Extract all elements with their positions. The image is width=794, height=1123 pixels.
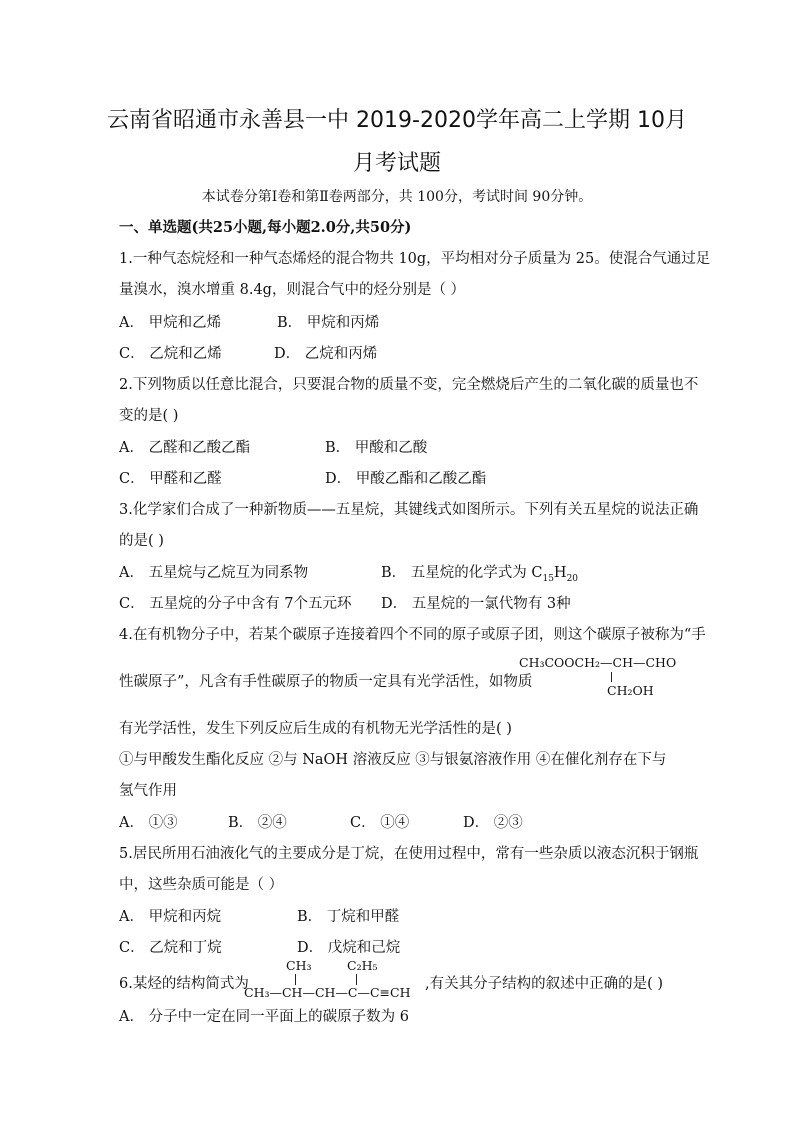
section-heading: 一、单选题(共25小题,每小题2.0分,共50分) — [119, 219, 412, 236]
question-2-option-d: D． 甲酸乙酯和乙酸乙酯 — [325, 471, 487, 487]
question-2-option-c: C． 甲醛和乙醛 — [119, 471, 222, 487]
question-5-line-2: 中，这些杂质可能是（ ） — [119, 877, 284, 893]
question-4-line-4: ①与甲酸发生酯化反应 ②与 NaOH 溶液反应 ③与银氨溶液作用 ④在催化剂存在下与 — [119, 752, 667, 768]
question-6-option-a: A． 分子中一定在同一平面上的碳原子数为 6 — [119, 1009, 409, 1025]
question-5-line-1: 5.居民所用石油液化气的主要成分是丁烷，在使用过程中，常有一些杂质以液态沉积于钢瓶 — [119, 846, 699, 862]
exam-title-line-1: 云南省昭通市永善县一中 2019-2020学年高二上学期 10月 — [107, 108, 687, 133]
question-1-option-c: C． 乙烷和乙烯 — [119, 346, 222, 362]
question-5-option-b: B． 丁烷和甲醛 — [297, 909, 400, 925]
question-3-option-b-text: B． 五星烷的化学式为 C — [381, 565, 543, 581]
question-5-option-a: A． 甲烷和丙烷 — [119, 909, 222, 925]
hydrocarbon-structure — [244, 958, 426, 1003]
formula-subscript-h: 20 — [566, 573, 579, 584]
structure-ethyl-branch: C₂H₅ — [347, 958, 378, 973]
question-4-option-b: B． ②④ — [228, 815, 287, 831]
question-3-option-d: D． 五星烷的一氯代物有 3种 — [381, 596, 571, 612]
question-2-line-2: 变的是( ) — [119, 408, 179, 424]
question-2-option-a: A． 乙醛和乙酸乙酯 — [119, 440, 251, 456]
question-5-option-c: C． 乙烷和丁烷 — [119, 940, 222, 956]
question-4-line-2: 性碳原子”，凡含有手性碳原子的物质一定具有光学活性，如物质 — [119, 674, 533, 690]
question-4-option-c: C． ①④ — [350, 815, 410, 831]
structure-main-chain: CH₃COOCH₂—CH—CHO — [519, 655, 677, 670]
question-1-line-2: 量溴水，溴水增重 8.4g，则混合气中的烃分别是（ ） — [119, 282, 466, 298]
exam-instructions: 本试卷分第Ⅰ卷和第Ⅱ卷两部分，共 100分，考试时间 90分钟。 — [201, 189, 593, 205]
question-5-option-d: D． 戊烷和己烷 — [297, 940, 401, 956]
question-2-line-1: 2.下列物质以任意比混合，只要混合物的质量不变，完全燃烧后产生的二氧化碳的质量也不 — [119, 377, 699, 393]
question-1-option-b: B． 甲烷和丙烯 — [277, 315, 380, 331]
question-1-line-1: 1.一种气态烷烃和一种气态烯烃的混合物共 10g，平均相对分子质量为 25。使混合气通过足 — [119, 251, 711, 267]
question-1-option-a: A． 甲烷和乙烯 — [119, 315, 222, 331]
formula-subscript-c: 15 — [542, 573, 554, 584]
question-3-option-c: C． 五星烷的分子中含有 7个五元环 — [119, 596, 352, 612]
question-3-option-b — [381, 561, 578, 584]
question-4-line-5: 氢气作用 — [119, 783, 177, 799]
question-4-line-3: 有光学活性，发生下列反应后生成的有机物无光学活性的是( ) — [119, 721, 512, 737]
question-3-line-1: 3.化学家们合成了一种新物质——五星烷，其键线式如图所示。下列有关五星烷的说法正确 — [119, 502, 699, 518]
question-4-line-1: 4.在有机物分子中，若某个碳原子连接着四个不同的原子或原子团，则这个碳原子被称为“手 — [119, 627, 706, 643]
structure-methyl-branch: CH₃ — [286, 958, 312, 973]
structure-main-chain: CH₃—CH—CH—C—C≡CH — [244, 985, 411, 1000]
question-2-option-b: B． 甲酸和乙酸 — [325, 440, 428, 456]
structure-bond-2 — [356, 974, 357, 985]
question-4-option-d: D． ②③ — [463, 815, 523, 831]
structure-bond-1 — [295, 974, 296, 985]
structure-branch: CH₂OH — [607, 683, 654, 698]
question-6-suffix: ,有关其分子结构的叙述中正确的是( ) — [425, 976, 664, 992]
chiral-compound-structure — [519, 655, 679, 700]
question-1-option-d: D． 乙烷和丙烯 — [274, 346, 378, 362]
question-4-option-a: A． ①③ — [119, 815, 178, 831]
exam-title-line-2: 月考试题 — [352, 151, 441, 176]
question-6-prefix: 6.某烃的结构简式为 — [119, 976, 249, 992]
question-3-line-2: 的是( ) — [119, 533, 164, 549]
structure-vertical-bond — [611, 672, 612, 682]
question-3-option-a: A． 五星烷与乙烷互为同系物 — [119, 565, 309, 581]
formula-h: H — [553, 565, 567, 581]
